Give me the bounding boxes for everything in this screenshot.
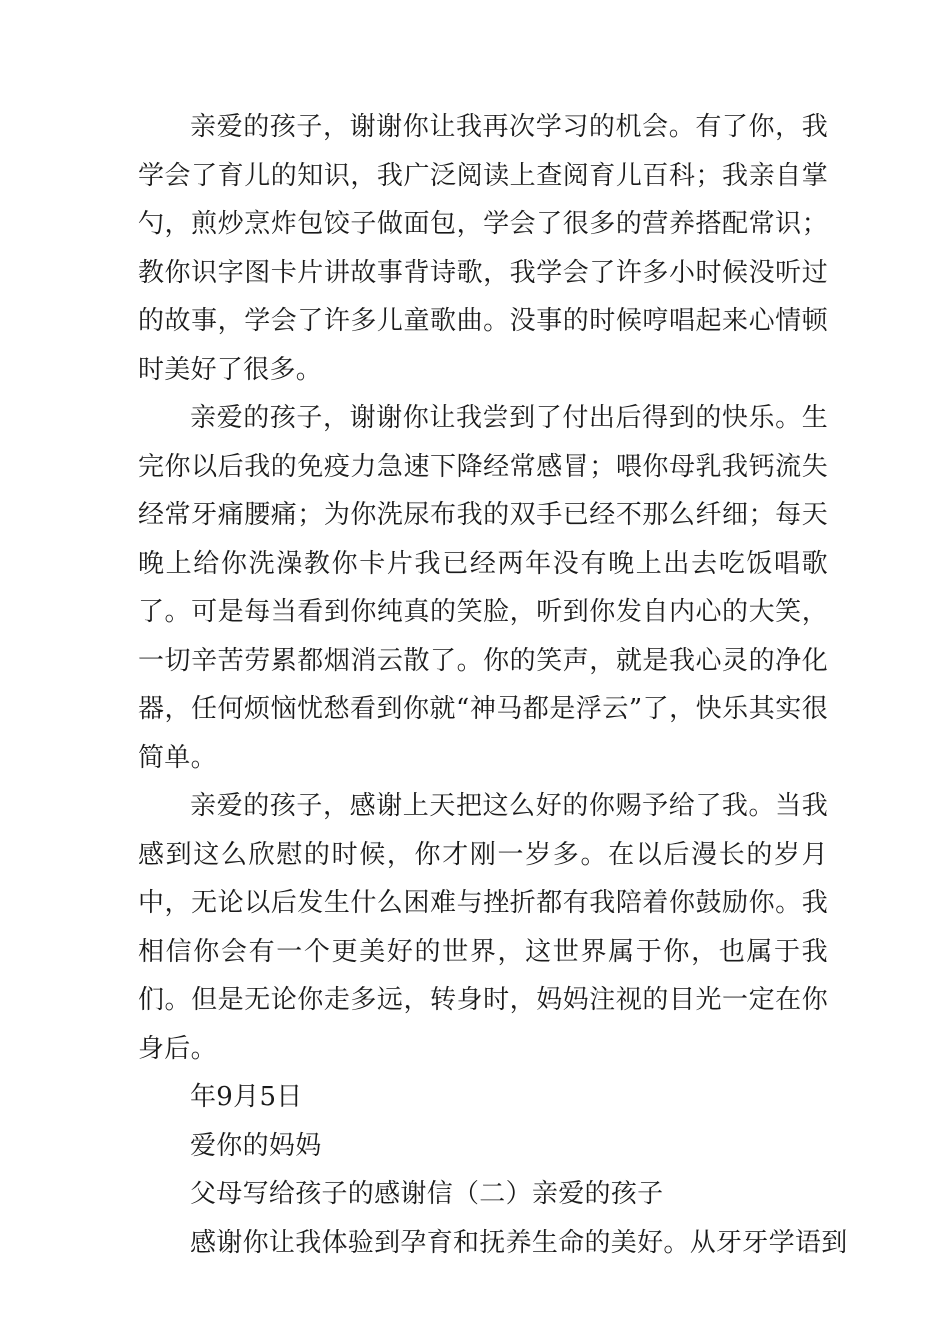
- letter-body: [138, 103, 848, 1267]
- letter-signature: 爱你的妈妈: [190, 1130, 322, 1161]
- paragraph-1: 亲爱的孩子，谢谢你让我再次学习的机会。有了你，我学会了育儿的知识，我广泛阅读上查阅育儿百科；我亲自掌勺，煎炒烹炸包饺子做面包，学会了很多的营养搭配常识；教你识字图卡片讲故事背诗歌，我学会了许多小时候没听过的故事，学会了许多儿童歌曲。没事的时候哼唱起来心情顿时美好了很多。: [138, 112, 828, 385]
- letter-date: 年9月5日: [190, 1082, 303, 1112]
- paragraph-2: 亲爱的孩子，谢谢你让我尝到了付出后得到的快乐。生完你以后我的免疫力急速下降经常感冒；喂你母乳我钙流失经常牙痛腰痛；为你洗尿布我的双手已经不那么纤细；每天晚上给你洗澡教你卡片我已经两年没有晚上出去吃饭唱歌了。可是每当看到你纯真的笑脸，听到你发自内心的大笑，一切辛苦劳累都烟消云散了。你的笑声，就是我心灵的净化器，任何烦恼忧愁看到你就“神马都是浮云”了，快乐其实很简单。: [138, 403, 828, 773]
- section-heading: 父母写给孩子的感谢信（二）亲爱的孩子: [190, 1179, 664, 1209]
- paragraph-3: 亲爱的孩子，感谢上天把这么好的你赐予给了我。当我感到这么欣慰的时候，你才刚一岁多。在以后漫长的岁月中，无论以后发生什么困难与挫折都有我陪着你鼓励你。我相信你会有一个更美好的世界，这世界属于你，也属于我们。但是无论你走多远，转身时，妈妈注视的目光一定在你身后。: [138, 791, 828, 1064]
- paragraph-4: 感谢你让我体验到孕育和抚养生命的美好。从牙牙学语到: [190, 1227, 848, 1258]
